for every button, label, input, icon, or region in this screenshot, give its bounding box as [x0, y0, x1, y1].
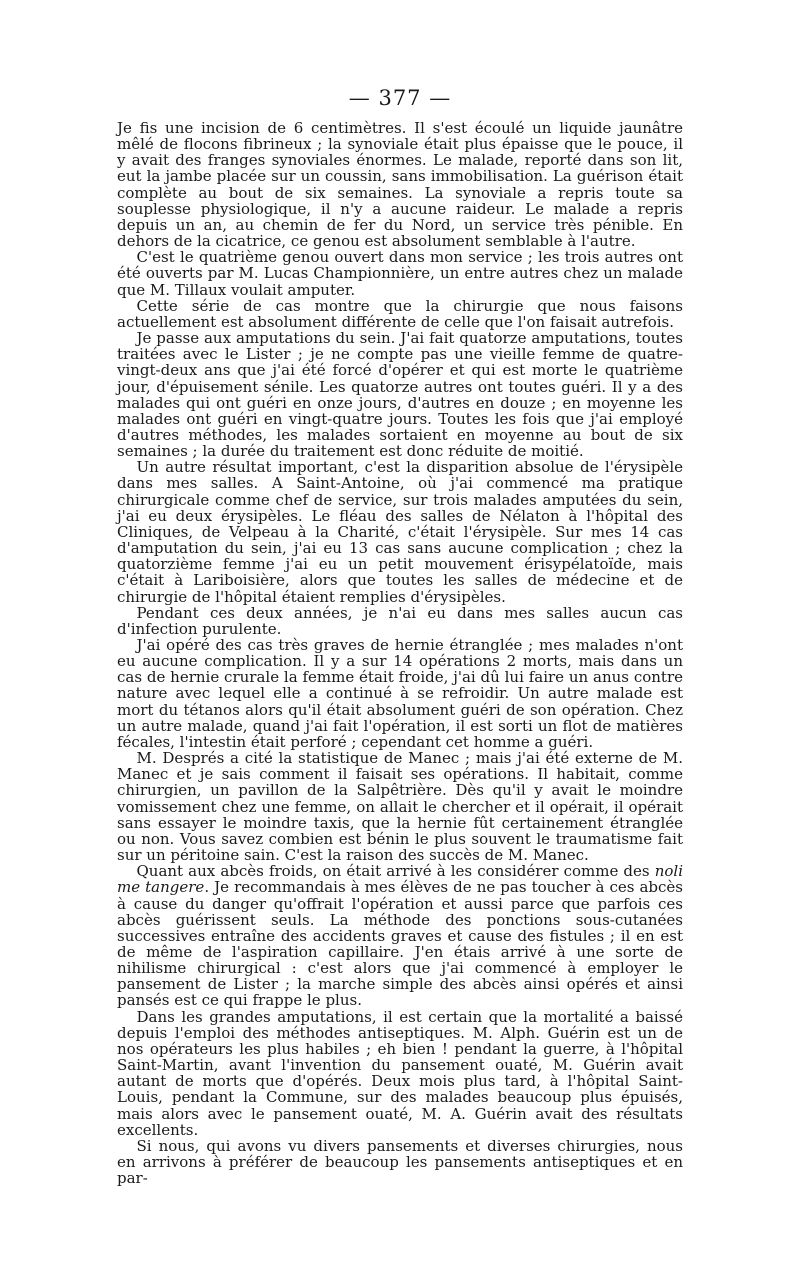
- paragraph-conclusion: Si nous, qui avons vu divers pansements et diverses chirurgies, nous en arrivons à préférer de beaucoup les pansements antiseptiques et en par-: [117, 1136, 683, 1188]
- abscess-text-rest: . Je recommandais à mes élèves de ne pas toucher à ces abcès à cause du danger qu'offrait l'opération et aussi parce que parfois ces abcès guérissent seuls. La méthode des ponctions sous-cutanées successives entraîne des accidents graves et cause des fistules ; il en est de même de l'aspiration capillaire. J'en étais arrivé à une sorte de nihilisme chirurgical : c'est alors que j'ai commencé à employer le pansement de Lister ; la marche simple des abcès ainsi opérés et ainsi pansés est ce qui frappe le plus.: [117, 878, 683, 1010]
- page-number: — 377 —: [348, 86, 452, 110]
- paragraph-breast-amputations: Je passe aux amputations du sein. J'ai fait quatorze amputations, toutes traitées avec le Lister ; je ne compte pas une vieille femme de quatre-vingt-deux ans que j'ai été forcé d'opérer et qui est morte le quatrième jour, d'épuisement sénile. Les quatorze autres ont toutes guéri. Il y a des malades qui ont guéri en onze jours, d'autres en douze ; en moyenne les malades ont guéri en vingt-quatre jours. Toutes les fois que j'ai employé d'autres méthodes, les malades sortaient en moyenne au bout de six semaines ; la durée du traitement est donc réduite de moitié.: [117, 329, 683, 461]
- body-text: [117, 120, 683, 1186]
- paragraph-cold-abscesses: [117, 863, 683, 1008]
- abscess-text-italic: noli me tangere: [117, 862, 683, 897]
- paragraph-hernia: J'ai opéré des cas très graves de hernie étranglée ; mes malades n'ont eu aucune complication. Il y a sur 14 opérations 2 morts, mais dans un cas de hernie crurale la femme était froide, j'ai dû lui faire un anus contre nature avec lequel elle a continué à se refroidir. Un autre malade est mort du tétanos alors qu'il était absolument guéri de son opération. Chez un autre malade, quand j'ai fait l'opération, il est sorti un flot de matières fécales, l'intestin était perforé ; cependant cet homme a guéri.: [117, 636, 683, 751]
- abscess-text-start: Quant aux abcès froids, on était arrivé à les considérer comme des: [136, 862, 655, 881]
- paragraph-major-amputations: Dans les grandes amputations, il est certain que la mortalité a baissé depuis l'emploi des méthodes antiseptiques. M. Alph. Guérin est un de nos opérateurs les plus habiles ; eh bien ! pendant la guerre, à l'hôpital Saint-Martin, avant l'invention du pansement ouaté, M. Guérin avait autant de morts que d'opérés. Deux mois plus tard, à l'hôpital Saint-Louis, pendant la Commune, sur des malades beaucoup plus épuisés, mais alors avec le pansement ouaté, M. A. Guérin avait des résultats excellents.: [117, 1007, 683, 1139]
- paragraph-knee-incision: Je fis une incision de 6 centimètres. Il s'est écoulé un liquide jaunâtre mêlé de flocons fibrineux ; la synoviale était plus épaisse que le pouce, il y avait des franges synoviales énormes. Le malade, reporté dans son lit, eut la jambe placée sur un coussin, sans immobilisation. La guérison était complète au bout de six semaines. La synoviale a repris toute sa souplesse physiologique, il n'y a aucune raideur. Le malade a repris depuis un an, au chemin de fer du Nord, un service très pénible. En dehors de la cicatrice, ce genou est absolument semblable à l'autre.: [117, 119, 683, 251]
- paragraph-purulent-infection: Pendant ces deux années, je n'ai eu dans mes salles aucun cas d'infection purulente.: [117, 603, 683, 638]
- paragraph-manec: M. Després a cité la statistique de Manec ; mais j'ai été externe de M. Manec et je sais comment il faisait ses opérations. Il habitait, comme chirurgien, un pavillon de la Salpêtrière. Dès qu'il y avait le moindre vomissement chez une femme, on allait le chercher et il opérait, il opérait sans essayer le moindre taxis, que la hernie fût certainement étranglée ou non. Vous savez combien est bénin le plus souvent le traumatisme fait sur un péritoine sain. C'est la raison des succès de M. Manec.: [117, 749, 683, 865]
- paragraph-erysipelas: Un autre résultat important, c'est la disparition absolue de l'érysipèle dans mes salles. A Saint-Antoine, où j'ai commencé ma pratique chirurgicale comme chef de service, sur trois malades amputées du sein, j'ai eu deux érysipèles. Le fléau des salles de Nélaton à l'hôpital des Cliniques, de Velpeau à la Charité, c'était l'érysipèle. Sur mes 14 cas d'amputation du sein, j'ai eu 13 cas sans aucune complication ; chez la quatorzième femme j'ai eu un petit mouvement érisypélatoïde, mais c'était à Lariboisière, alors que toutes les salles de médecine et de chirurgie de l'hôpital étaient remplies d'érysipèles.: [117, 458, 683, 606]
- paragraph-series: Cette série de cas montre que la chirurgie que nous faisons actuellement est absolument différente de celle que l'on faisait autrefois.: [117, 296, 683, 331]
- paragraph-fourth-knee: C'est le quatrième genou ouvert dans mon service ; les trois autres ont été ouverts par M. Lucas Championnière, un entre autres chez un malade que M. Tillaux voulait amputer.: [117, 248, 683, 299]
